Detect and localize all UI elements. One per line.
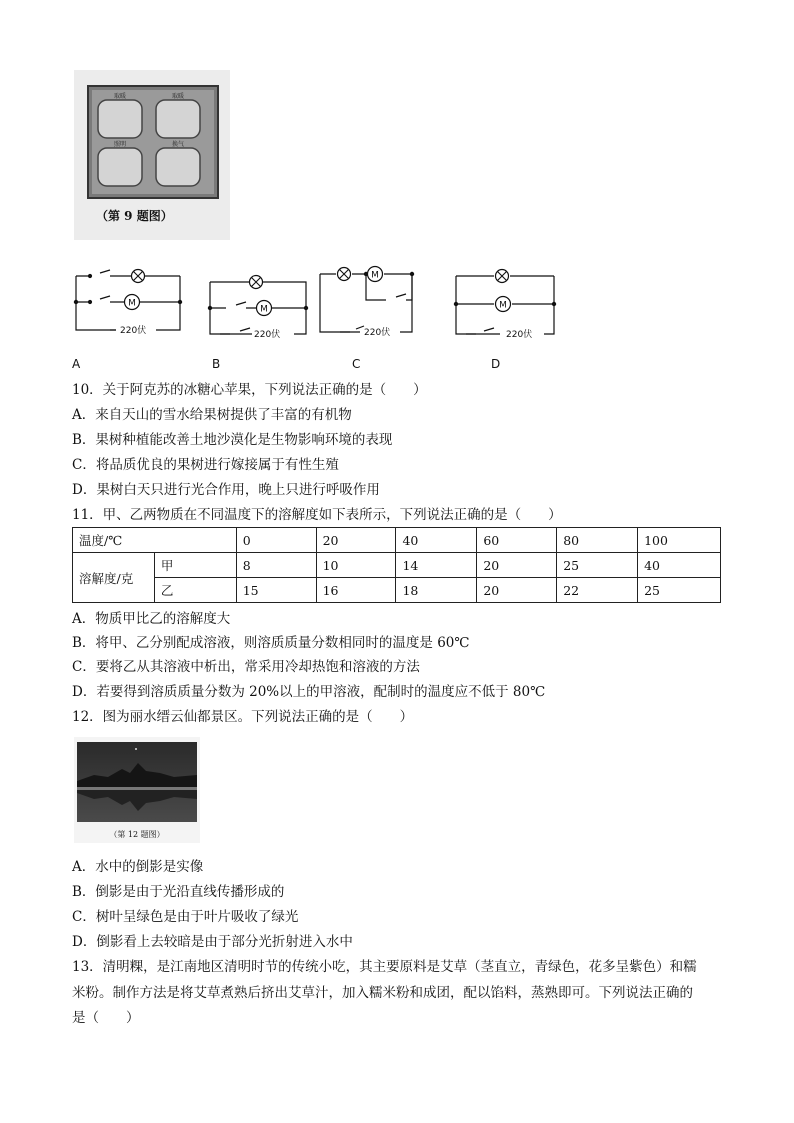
table-cell: 15 [236, 578, 316, 603]
temp-header: 温度/℃ [73, 528, 237, 553]
table-cell: 40 [396, 528, 477, 553]
table-cell: 14 [396, 553, 477, 578]
table-cell: 100 [638, 528, 721, 553]
solubility-table [72, 527, 721, 603]
q11-option-a: A．物质甲比乙的溶解度大 [72, 611, 231, 627]
circuit-option-d: D [491, 357, 501, 371]
solubility-header: 溶解度/克 [73, 553, 155, 603]
q12-option-a: A．水中的倒影是实像 [72, 859, 204, 875]
figure-12 [74, 737, 200, 843]
figure-9-caption: （第 9 题图） [96, 209, 173, 223]
switch-label-3: 照明 [113, 141, 127, 148]
table-cell: 20 [316, 528, 396, 553]
table-cell: 0 [236, 528, 316, 553]
voltage-label-d: 220伏 [506, 330, 533, 340]
circuit-diagrams: M 220伏 220伏 220伏 220伏 [70, 256, 570, 348]
scenic-photo [74, 737, 200, 843]
table-cell: 25 [638, 578, 721, 603]
q13-line-2: 米粉。制作方法是将艾草煮熟后挤出艾草汁，加入糯米粉和成团，配以馅料，蒸熟即可。下列说法正确的 [72, 985, 693, 1001]
table-cell: 40 [638, 553, 721, 578]
table-cell: 18 [396, 578, 477, 603]
table-row [73, 553, 721, 578]
q10-option-b: B．果树种植能改善土地沙漠化是生物影响环境的表现 [72, 432, 393, 448]
q10-option-d: D．果树白天只进行光合作用，晚上只进行呼吸作用 [72, 482, 380, 498]
q13-line-3: 是（ ） [72, 1010, 140, 1026]
figure-9 [74, 70, 230, 240]
table-cell: 10 [316, 553, 396, 578]
table-row [73, 528, 721, 553]
switch-panel-photo [74, 70, 230, 240]
table-cell: 20 [477, 553, 557, 578]
q11-option-c: C．要将乙从其溶液中析出，常采用冷却热饱和溶液的方法 [72, 659, 420, 675]
switch-label-2: 取暖 [171, 93, 185, 100]
table-cell: 80 [557, 528, 638, 553]
substance-jia: 甲 [154, 553, 236, 578]
q12-option-b: B．倒影是由于光沿直线传播形成的 [72, 884, 285, 900]
table-cell: 16 [316, 578, 396, 603]
circuit-option-a: A [72, 357, 81, 371]
table-cell: 22 [557, 578, 638, 603]
table-cell: 8 [236, 553, 316, 578]
q11-option-b: B．将甲、乙分别配成溶液，则溶质质量分数相同时的温度是 60℃ [72, 635, 470, 651]
q11-stem: 11．甲、乙两物质在不同温度下的溶解度如下表所示，下列说法正确的是（ ） [72, 507, 562, 523]
circuit-c [320, 272, 414, 332]
substance-yi: 乙 [154, 578, 236, 603]
q10-option-a: A．来自天山的雪水给果树提供了丰富的有机物 [72, 407, 352, 423]
switch-label-4: 换气 [171, 141, 185, 148]
q12-stem: 12．图为丽水缙云仙都景区。下列说法正确的是（ ） [72, 709, 414, 725]
q11-option-d: D．若要得到溶质质量分数为 20%以上的甲溶液，配制时的温度应不低于 80℃ [72, 684, 546, 700]
table-cell: 25 [557, 553, 638, 578]
table-row [73, 578, 721, 603]
table-cell: 20 [477, 578, 557, 603]
table-cell: 60 [477, 528, 557, 553]
voltage-label-b: 220伏 [254, 330, 281, 340]
figure-12-caption: （第 12 题图） [109, 830, 165, 839]
circuit-option-c: C [352, 357, 361, 371]
q12-option-c: C．树叶呈绿色是由于叶片吸收了绿光 [72, 909, 299, 925]
circuit-option-b: B [212, 357, 221, 371]
q12-option-d: D．倒影看上去较暗是由于部分光折射进入水中 [72, 934, 353, 950]
voltage-label-a: 220伏 [120, 326, 147, 336]
q13-line-1: 13．清明粿，是江南地区清明时节的传统小吃，其主要原料是艾草（茎直立，青绿色，花多呈紫色）和糯 [72, 959, 697, 975]
switch-label-1: 取暖 [113, 93, 127, 100]
voltage-label-c: 220伏 [364, 328, 391, 338]
q10-stem: 10．关于阿克苏的冰糖心苹果，下列说法正确的是（ ） [72, 382, 427, 398]
q10-option-c: C．将品质优良的果树进行嫁接属于有性生殖 [72, 457, 339, 473]
